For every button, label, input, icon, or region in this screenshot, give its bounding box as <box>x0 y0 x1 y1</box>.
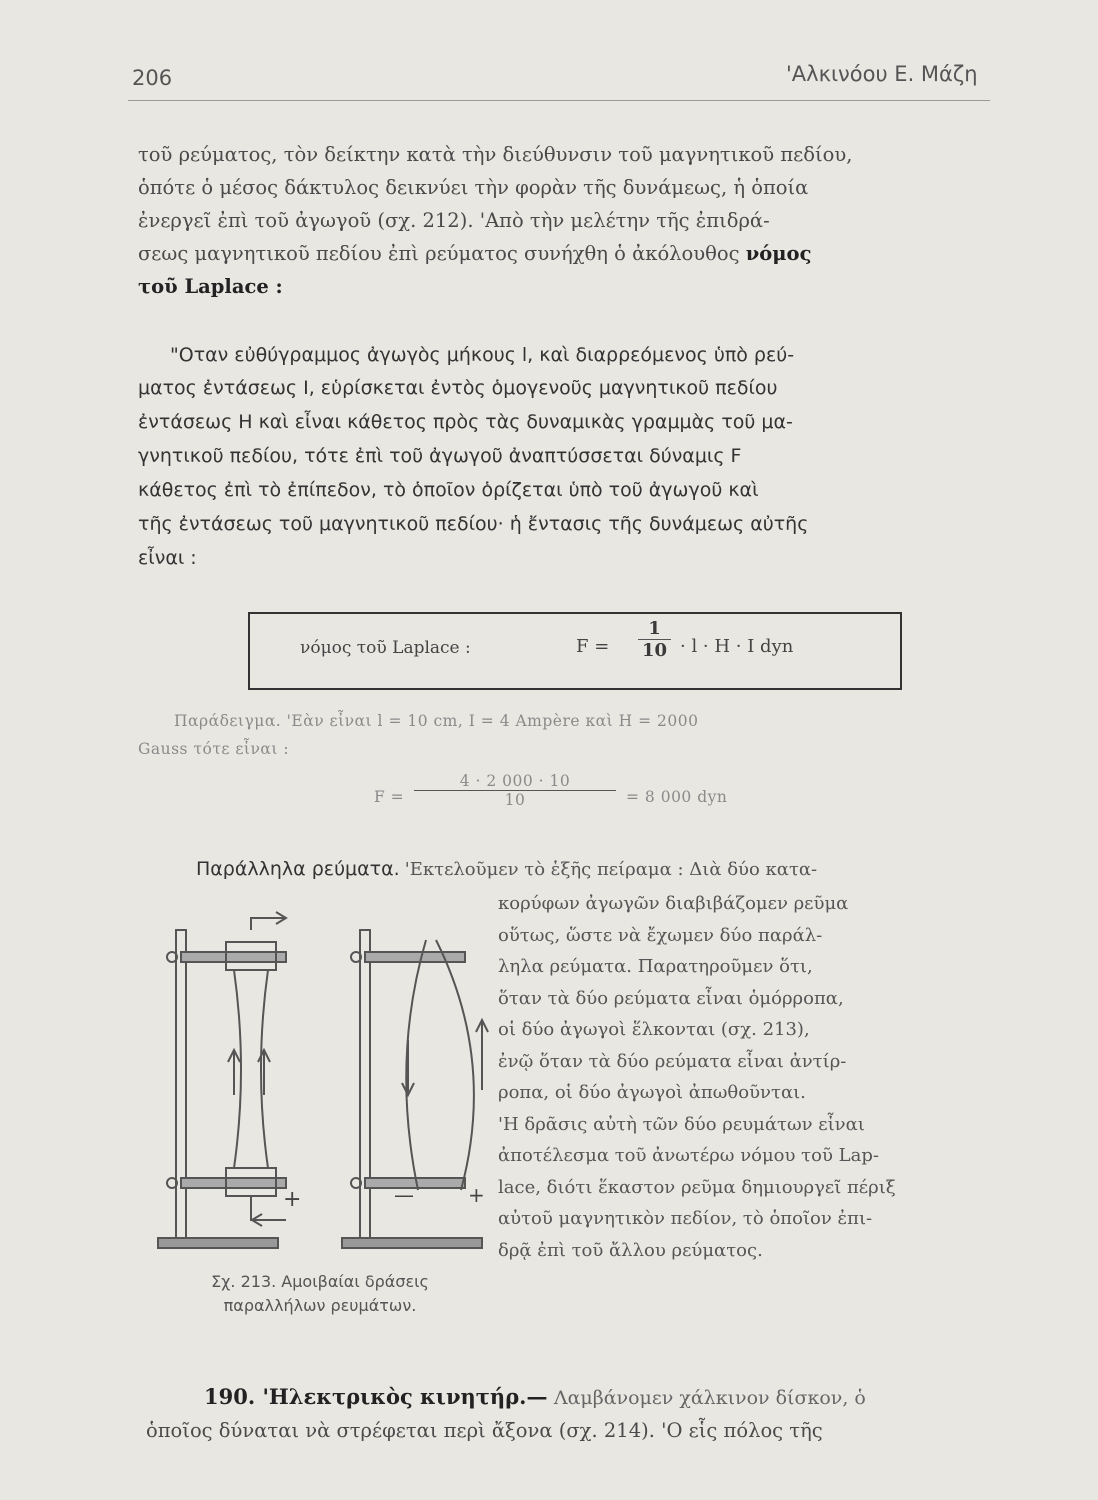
section-190-line-2: ὁποῖος δύναται νὰ στρέφεται περὶ ἄξονα (σχ. 214). 'Ο εἷς πόλος τῆς <box>146 1419 823 1442</box>
law-statement <box>138 340 1018 575</box>
text-line: ὅταν τὰ δύο ρεύματα εἶναι ὁμόρροπα, <box>498 987 844 1009</box>
page-number: 206 <box>132 66 173 90</box>
example-fraction <box>414 772 616 809</box>
formula-fraction <box>638 618 671 661</box>
right-wire-1 <box>406 940 426 1190</box>
left-top-current-arrow <box>251 912 286 930</box>
text-line: οἱ δύο ἀγωγοὶ ἕλκονται (σχ. 213), <box>498 1019 810 1040</box>
right-up-arrow <box>476 1020 488 1090</box>
right-base <box>342 1238 482 1248</box>
example-line-1: Παράδειγμα. 'Εὰν εἶναι l = 10 cm, I = 4 Ampère καὶ Η = 2000 <box>174 712 699 730</box>
left-stand-rod <box>176 930 186 1240</box>
header-rule <box>128 100 990 101</box>
left-wire-1 <box>234 970 241 1168</box>
text-line: κορύφων ἀγωγῶν διαβιβάζομεν ρεῦμα <box>498 893 849 914</box>
left-bottom-current-arrow <box>251 1196 286 1226</box>
running-title: 'Αλκινόου Ε. Μάζη <box>786 62 978 86</box>
text-fragment: σεως μαγνητικοῦ πεδίου ἐπὶ ρεύματος συνήχθη ὁ ἀκόλουθος <box>138 242 740 265</box>
text-line: αὐτοῦ μαγνητικὸν πεδίον, τὸ ὁποῖον ἐπι- <box>498 1208 873 1229</box>
laplace-formula-box <box>248 612 902 690</box>
text-line: οὕτως, ὥστε νὰ ἔχωμεν δύο παράλ- <box>498 924 823 946</box>
text-line: "Οταν εὐθύγραμμος ἀγωγὸς μήκους l, καὶ διαρρεόμενος ὑπὸ ρεύ- <box>170 344 795 366</box>
right-plus-sign: + <box>468 1183 485 1207</box>
left-plus-sign: + <box>283 1187 302 1212</box>
left-up-arrow-1 <box>228 1050 240 1095</box>
intro-paragraph <box>138 138 1018 303</box>
right-upper-clamp <box>365 952 465 962</box>
text-line: εἶναι : <box>138 547 197 569</box>
formula-numerator: 1 <box>638 618 671 640</box>
example-numerator: 4 · 2 000 · 10 <box>414 772 616 791</box>
formula-label: νόμος τοῦ Laplace : <box>300 638 471 658</box>
formula-lhs: F = <box>576 636 610 657</box>
figure-213 <box>156 900 496 1260</box>
text-line: ὁπότε ὁ μέσος δάκτυλος δεικνύει τὴν φορὰν τῆς δυνάμεως, ἡ ὁποία <box>138 176 809 199</box>
parallel-first-rest: 'Εκτελοῦμεν τὸ ἑξῆς πείραμα : Διὰ δύο κατα- <box>404 859 818 880</box>
text-line: ἐντάσεως Η καὶ εἶναι κάθετος πρὸς τὰς δυναμικὰς γραμμὰς τοῦ μα- <box>138 411 793 433</box>
left-up-arrow-2 <box>258 1050 270 1095</box>
formula-rest: · l · H · I dyn <box>680 636 794 657</box>
left-base <box>158 1238 278 1248</box>
text-line: ληλα ρεύματα. Παρατηροῦμεν ὅτι, <box>498 956 813 977</box>
text-line: ἐνῷ ὅταν τὰ δύο ρεύματα εἶναι ἀντίρ- <box>498 1050 847 1072</box>
law-heading-a: νόμος <box>745 242 812 265</box>
text-line: ἀποτέλεσμα τοῦ ἀνωτέρω νόμου τοῦ Lap- <box>498 1145 879 1166</box>
text-line: lace, διότι ἕκαστον ρεῦμα δημιουργεῖ πέριξ <box>498 1176 896 1198</box>
parallel-title: Παράλληλα ρεύματα. <box>196 858 400 880</box>
section-190-heading: 190. 'Ηλεκτρικὸς κινητήρ.— <box>204 1384 548 1409</box>
right-wire-2 <box>436 940 474 1190</box>
text-line: δρᾷ ἐπὶ τοῦ ἄλλου ρεύματος. <box>498 1239 763 1261</box>
text-line: γνητικοῦ πεδίου, τότε ἐπὶ τοῦ ἀγωγοῦ ἀναπτύσσεται δύναμις F <box>138 445 742 467</box>
text-line: 'Η δρᾶσις αὐτὴ τῶν δύο ρευμάτων εἶναι <box>498 1113 865 1135</box>
text-line: κάθετος ἐπὶ τὸ ἐπίπεδον, τὸ ὁποῖον ὁρίζεται ὑπὸ τοῦ ἀγωγοῦ καὶ <box>138 479 759 501</box>
right-down-arrow <box>402 1040 414 1095</box>
left-lower-clamp <box>181 1178 286 1188</box>
formula-denominator: 10 <box>642 640 668 661</box>
example-denominator: 10 <box>504 791 526 809</box>
caption-line-2: παραλλήλων ρευμάτων. <box>223 1296 417 1315</box>
example-lhs: F = <box>374 788 405 806</box>
text-line: τοῦ ρεύματος, τὸν δείκτην κατὰ τὴν διεύθυνσιν τοῦ μαγνητικοῦ πεδίου, <box>138 143 853 166</box>
law-heading-b: τοῦ Laplace : <box>138 275 283 298</box>
text-line: ἐνεργεῖ ἐπὶ τοῦ ἀγωγοῦ (σχ. 212). 'Απὸ τὴν μελέτην τῆς ἐπιδρά- <box>138 209 770 232</box>
example-result: = 8 000 dyn <box>626 788 728 806</box>
caption-line-1: Σχ. 213. Αμοιβαίαι δράσεις <box>211 1272 429 1291</box>
text-line <box>138 237 1018 270</box>
text-line: ματος ἐντάσεως I, εὑρίσκεται ἐντὸς ὁμογενοῦς μαγνητικοῦ πεδίου <box>138 377 778 399</box>
left-upper-clamp <box>181 952 286 962</box>
figure-caption <box>150 1270 490 1318</box>
section-190-text: Λαμβάνομεν χάλκινον δίσκον, ὁ <box>553 1387 866 1409</box>
section-190-line-1 <box>204 1380 866 1415</box>
text-line: ροπα, οἱ δύο ἀγωγοὶ ἀπωθοῦνται. <box>498 1082 806 1103</box>
text-line: τῆς ἐντάσεως τοῦ μαγνητικοῦ πεδίου· ἡ ἔντασις τῆς δυνάμεως αὐτῆς <box>138 513 809 535</box>
right-stand-rod <box>360 930 370 1240</box>
example-line-2: Gauss τότε εἶναι : <box>138 740 290 758</box>
parallel-first-line <box>196 854 817 885</box>
parallel-paragraph <box>498 888 1018 1266</box>
right-minus-sign: — <box>394 1183 414 1207</box>
